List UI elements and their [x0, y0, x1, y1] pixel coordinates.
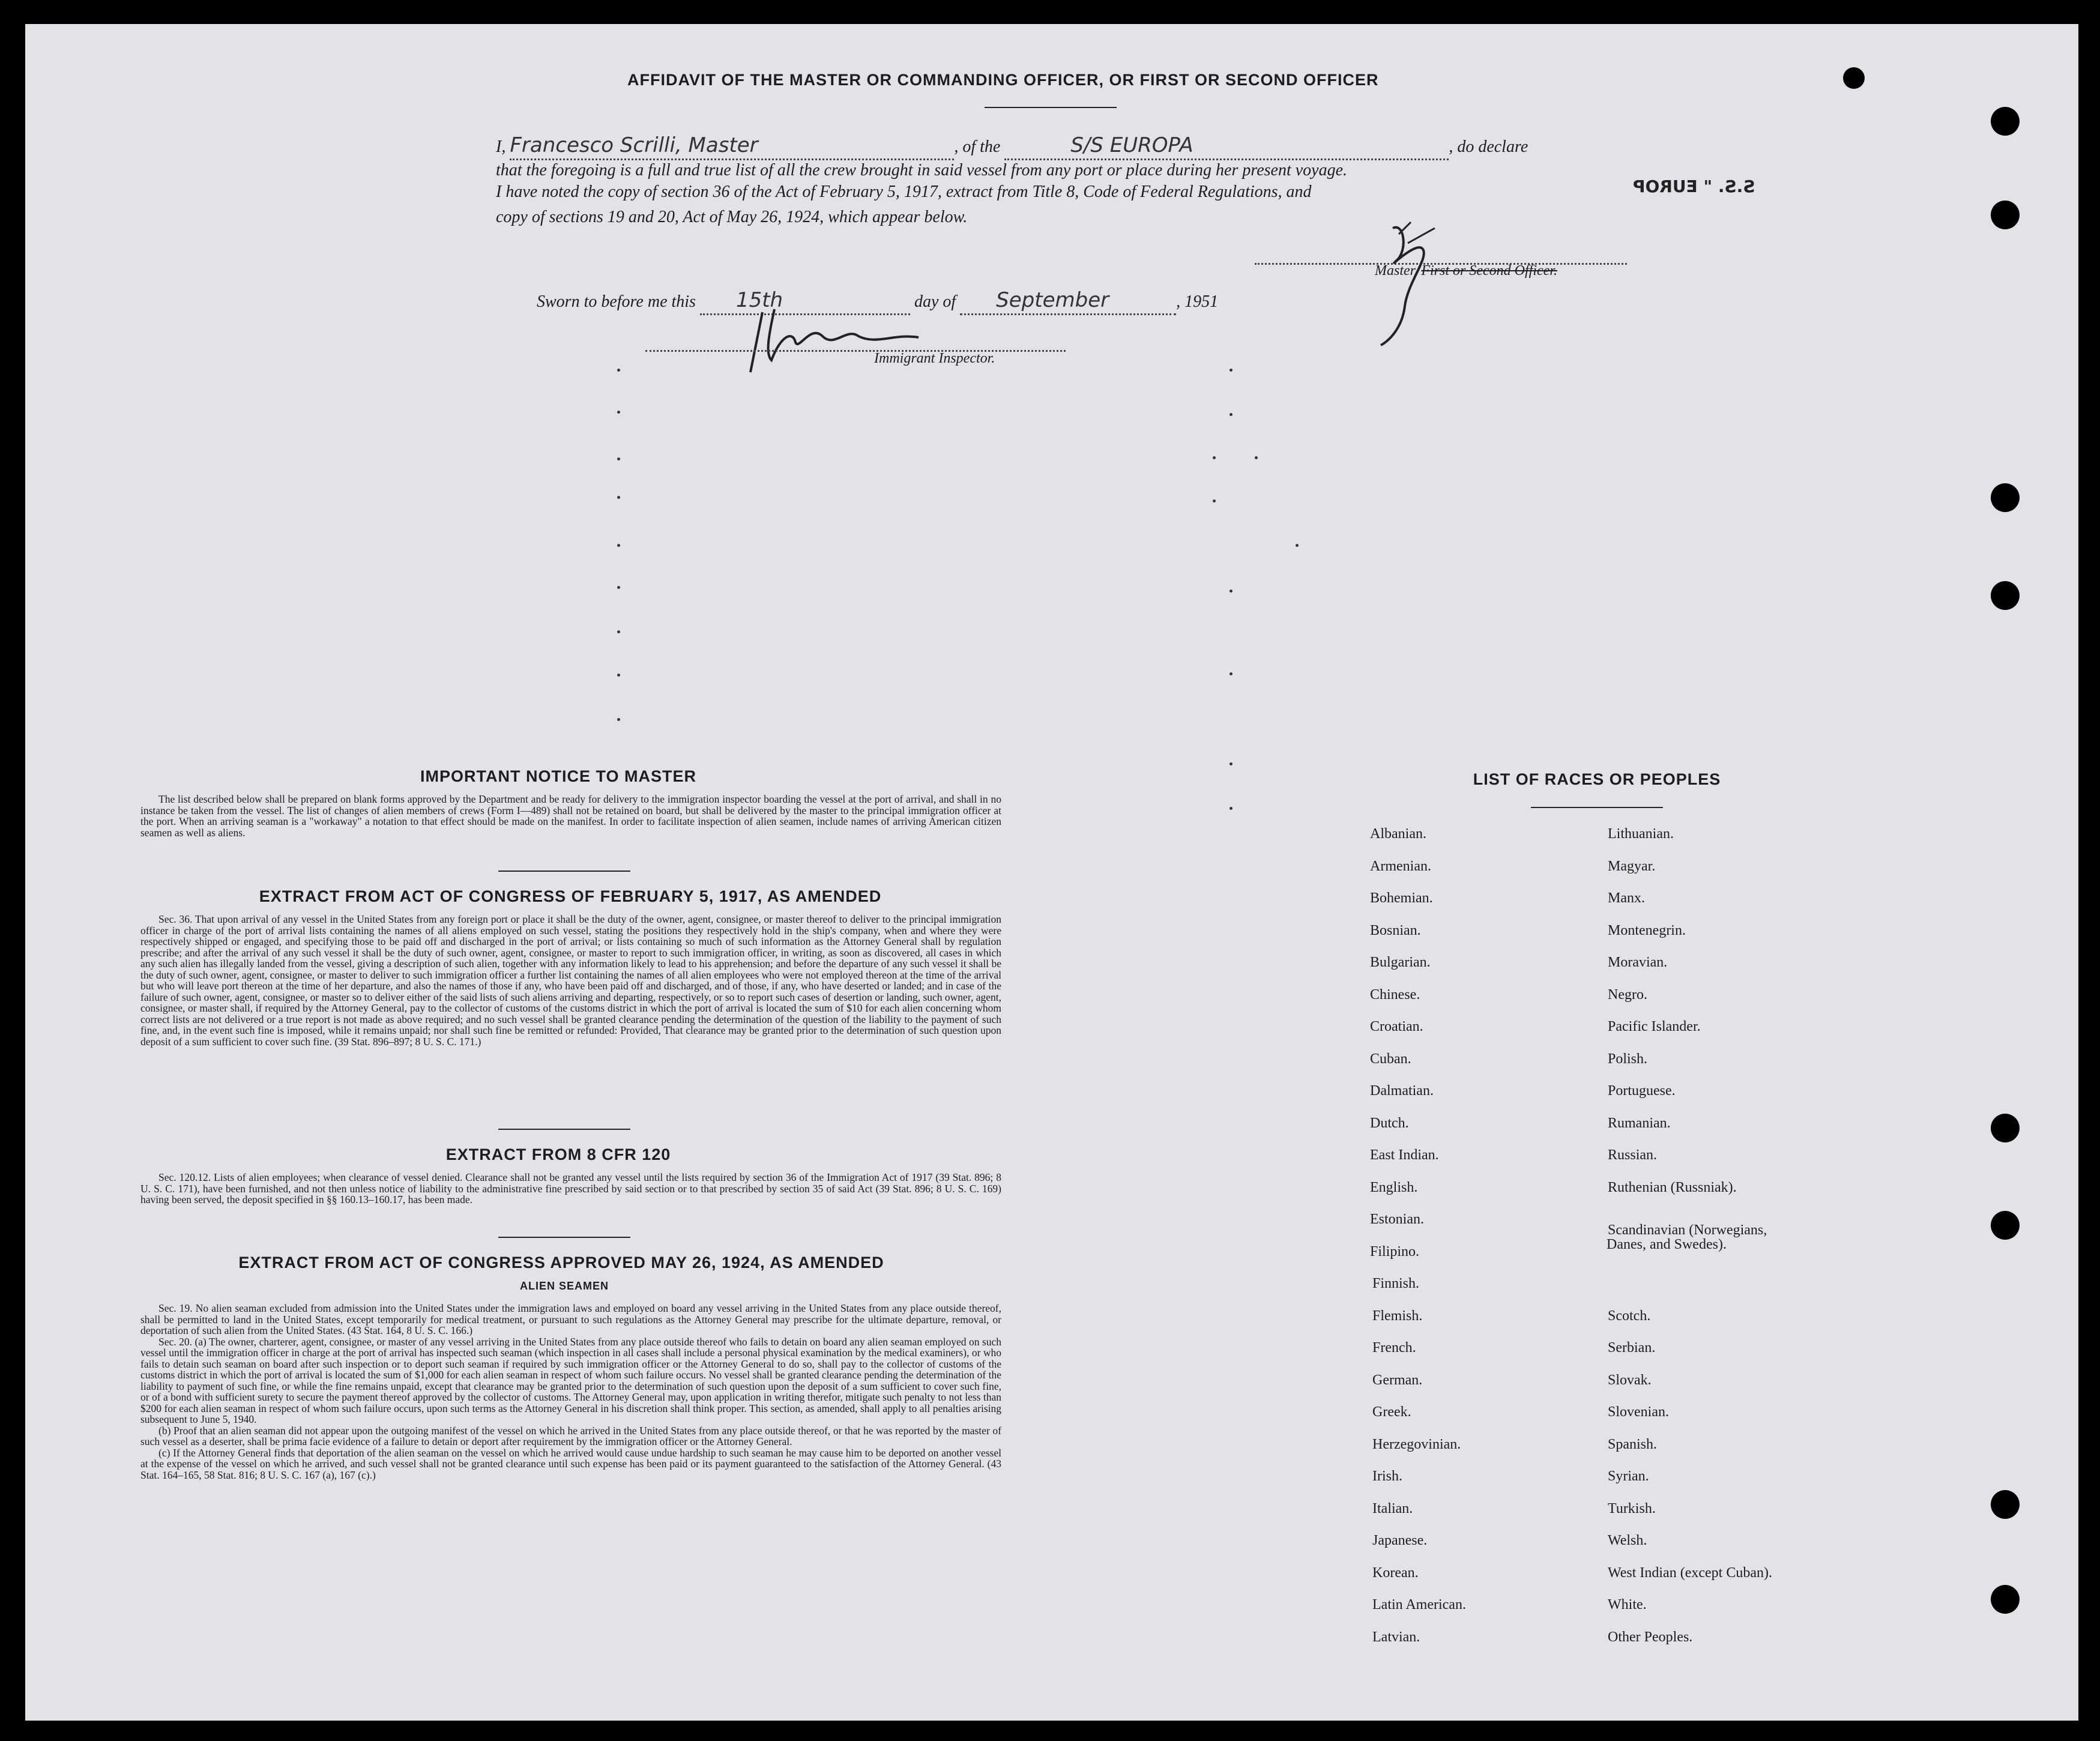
- race-item: Welsh.: [1608, 1533, 1647, 1548]
- mark-dot: [617, 496, 620, 499]
- mark-dot: [617, 411, 620, 414]
- declaration-line-4: copy of sections 19 and 20, Act of May 26, 1924, which appear below.: [496, 208, 968, 226]
- binder-hole-1: [1991, 107, 2020, 136]
- race-item: Russian.: [1608, 1147, 1658, 1163]
- race-item: Flemish.: [1372, 1308, 1423, 1324]
- extract-1924-heading: EXTRACT FROM ACT OF CONGRESS APPROVED MAY 26, 1924, AS AMENDED: [238, 1254, 884, 1272]
- declaration-line-2: that the foregoing is a full and true list of all the crew brought in said vessel from any port or place during her present voyage.: [496, 161, 1348, 180]
- sec-19-paragraph: Sec. 19. No alien seaman excluded from admission into the United States under the immigration laws and employed on board any vessel arriving in the United States from any place outside thereof, shall be permitted to land in the United States, except temporarily for medical treatment, or pursuant to such regulations as the Attorney General may prescribe for the ultimate departure, removal, or deportation of such alien from the United States. (43 Stat. 164, 8 U. S. C. 166.): [140, 1302, 1001, 1336]
- mark-dot: [617, 369, 620, 372]
- race-item: White.: [1608, 1597, 1647, 1613]
- race-item: Polish.: [1608, 1051, 1648, 1067]
- race-item: Bosnian.: [1370, 922, 1421, 938]
- notice-heading: IMPORTANT NOTICE TO MASTER: [420, 767, 696, 785]
- race-item: Irish.: [1372, 1468, 1402, 1484]
- sec-20b-paragraph: (b) Proof that an alien seaman did not appear upon the outgoing manifest of the vessel on which he arrived in the United States from any place outside thereof, or that he was reported by the master of such vessel as a deserter, shall be prima facie evidence of a failure to detain or deport after requirement by the immigration officer or the Attorney General.: [140, 1424, 1001, 1447]
- race-item: East Indian.: [1370, 1147, 1439, 1163]
- of-the-label: , of the: [954, 137, 1001, 156]
- declaration-line-1: [496, 132, 1528, 160]
- race-item: Scandinavian (Norwegians,: [1608, 1222, 1767, 1238]
- inspector-caption: Immigrant Inspector.: [874, 351, 995, 366]
- race-item: Herzegovinian.: [1372, 1436, 1461, 1452]
- binder-hole-8: [1991, 1585, 2020, 1614]
- officer-caption-struck: First or Second Officer.: [1421, 263, 1557, 279]
- race-item: Dutch.: [1370, 1115, 1409, 1131]
- race-item: Rumanian.: [1608, 1115, 1671, 1131]
- race-item: Montenegrin.: [1608, 922, 1686, 938]
- race-item: Slovak.: [1608, 1372, 1652, 1388]
- year-label: , 1951: [1176, 292, 1219, 311]
- mark-dot: [617, 718, 620, 721]
- race-item: Greek.: [1372, 1404, 1411, 1420]
- race-item: Danes, and Swedes).: [1607, 1237, 1727, 1252]
- sec-20a-paragraph: Sec. 20. (a) The owner, charterer, agent, consignee, or master of any vessel arriving in the United States from any place outside thereof who fails to detain on board any alien seaman employed on such vessel until the immigration officer in charge at the port of arrival has inspected such seaman (which inspection in all cases shall include a personal physical examination by the medical examiners), or who fails to detain such seaman on board after such inspection or to deport such seaman if required by such immigration officer or the Attorney General to do so, shall pay to the collector of customs of the customs district in which the port of arrival is located the sum of $1,000 for each alien seaman in respect of whom such failure occurs. No vessel shall be granted clearance pending the determination of the liability to payment of such fine, or while the fine remains unpaid, except that clearance may be granted prior to the determination of such question upon the deposit of a sum sufficient to cover such fine, or of a bond with sufficient surety to secure the payment thereof approved by the collector of customs. The Attorney General may, upon application in writing therefor, mitigate such penalty to not less than $200 for each alien seaman in respect of whom such failure occurs, upon such terms as the Attorney General in his discretion shall think proper. This section, as amended, shall apply to all penalties arising subsequent to June 5, 1940.: [140, 1335, 1001, 1425]
- race-item: Ruthenian (Russniak).: [1608, 1179, 1737, 1195]
- race-item: Dalmatian.: [1370, 1083, 1434, 1099]
- declaration-line-3: I have noted the copy of section 36 of the Act of February 5, 1917, extract from Title 8, Code of Federal Regulations, and: [496, 183, 1312, 201]
- race-item: Korean.: [1372, 1564, 1419, 1581]
- do-declare-label: , do declare: [1449, 137, 1528, 156]
- races-title-rule: [1531, 807, 1663, 808]
- sec-120-12-paragraph: Sec. 120.12. Lists of alien employees; when clearance of vessel denied. Clearance shall not be granted any vessel until the lists required by section 36 of the Immigration Act of 1917 (39 Stat. 896; 8 U. S. C. 171), have been furnished, and not then unless notice of liability to the administrative fine prescribed by said section or to that prescribed by section 35 of said Act (39 Stat. 896; 8 U. S. C. 169) having been served, the deposit specified in §§ 160.13–160.17, has been made.: [140, 1171, 1001, 1205]
- binder-hole-5: [1991, 1114, 2020, 1142]
- officer-caption: [1375, 262, 1557, 280]
- race-item: Syrian.: [1608, 1468, 1649, 1484]
- sec-36-paragraph: Sec. 36. That upon arrival of any vessel in the United States from any foreign port or place it shall be the duty of the owner, agent, consignee, or master thereof to deliver to the principal immigration officer in charge of the port of arrival lists containing the names of all aliens employed on such vessel, stating the positions they respectively hold in the ship's company, when and where they were respectively shipped or engaged, and specifying those to be paid off and discharged in the port of arrival; or lists containing so much of such information as the Attorney General shall by regulation prescribe; and after the arrival of any such vessel it shall be the duty of such owner, agent, consignee, or master to report to such immigration officer, in writing, as soon as discovered, all cases in which any such alien has illegally landed from the vessel, giving a description of such alien, together with any information likely to lead to his apprehension; and before the departure of any such vessel it shall be the duty of such owner, agent, consignee, or master to deliver to such immigration officer a further list containing the names of all alien employees who were not employed thereon at the time of the arrival but who will leave port thereon at the time of her departure, and also the names of those if any, who have been paid off and discharged, and of those, if any, who have deserted or landed; and in case of the failure of such owner, agent, consignee, or master so to deliver either of the said lists of such aliens arriving and departing, respectively, or so to report such cases of desertion or landing, such owner, agent, consignee, or master shall, if required by the Attorney General, pay to the collector of customs of the customs district in which the port of arrival is located the sum of $10 for each alien concerning whom correct lists are not delivered or a true report is not made as above required; and no such vessel shall be granted clearance pending the determination of the question of the liability to the payment of such fine, and, in the event such fine is imposed, while it remains unpaid; nor shall such fine be remitted or refunded: Provided, That clearance may be granted prior to the determination of such question upon deposit of a sum sufficient to cover such fine. (39 Stat. 896–897; 8 U. S. C. 171.): [140, 913, 1001, 1048]
- race-item: Other Peoples.: [1608, 1629, 1693, 1645]
- extract-1924-body: [140, 1303, 1001, 1480]
- extract-1917-body: [140, 914, 1001, 1047]
- corner-mark: [1843, 67, 1865, 89]
- race-item: West Indian (except Cuban).: [1608, 1564, 1772, 1581]
- race-item: Pacific Islander.: [1608, 1019, 1701, 1034]
- race-item: Estonian.: [1370, 1211, 1424, 1227]
- race-item: Bohemian.: [1370, 890, 1433, 906]
- mark-dot: [617, 544, 620, 547]
- divider-2: [498, 1129, 630, 1130]
- mark-dot: [617, 674, 620, 677]
- i-label: I,: [496, 137, 506, 156]
- sworn-label: Sworn to before me this: [537, 292, 696, 311]
- race-item: Manx.: [1608, 890, 1645, 906]
- affidavit-title: AFFIDAVIT OF THE MASTER OR COMMANDING OFFICER, OR FIRST OR SECOND OFFICER: [627, 71, 1379, 89]
- race-item: Scotch.: [1608, 1308, 1651, 1324]
- race-item: Italian.: [1372, 1500, 1413, 1516]
- race-item: English.: [1370, 1179, 1418, 1195]
- race-item: Chinese.: [1370, 986, 1420, 1003]
- race-item: Lithuanian.: [1608, 826, 1674, 842]
- mark-dot: [1230, 590, 1233, 593]
- binder-hole-6: [1991, 1211, 2020, 1240]
- race-item: Bulgarian.: [1370, 955, 1431, 970]
- race-item: Croatian.: [1370, 1019, 1423, 1034]
- race-item: Cuban.: [1370, 1051, 1411, 1067]
- officer-caption-master: Master,: [1375, 263, 1418, 279]
- mirrored-stamp: S.S. " EUROP: [1633, 177, 1755, 196]
- binder-hole-3: [1991, 483, 2020, 512]
- race-item: Finnish.: [1372, 1276, 1420, 1291]
- race-item: Negro.: [1608, 986, 1647, 1003]
- mark-dot: [1213, 456, 1216, 459]
- notice-paragraph: The list described below shall be prepared on blank forms approved by the Department and be ready for delivery to the immigration inspector boarding the vessel at the port of arrival, and shall in no instance be taken from the vessel. The list of changes of alien members of crews (Form I—489) shall not be retained on board, but shall be delivered by the master to the principal immigration officer at the port. When an arriving seaman is a "workaway" a notation to that effect should be made on the manifest. In order to facilitate inspection of alien seamen, include names of arriving American citizen seamen as well as aliens.: [140, 793, 1001, 839]
- race-item: Moravian.: [1608, 955, 1668, 970]
- race-item: Japanese.: [1372, 1533, 1428, 1548]
- race-item: Portuguese.: [1608, 1083, 1676, 1099]
- divider-3: [498, 1237, 630, 1238]
- divider-1: [498, 870, 630, 872]
- mark-dot: [1296, 544, 1299, 547]
- binder-hole-7: [1991, 1490, 2020, 1519]
- day-of-label: day of: [914, 292, 956, 311]
- mark-dot: [617, 586, 620, 589]
- mark-dot: [1255, 456, 1258, 459]
- alien-seamen-subheading: ALIEN SEAMEN: [519, 1280, 609, 1292]
- notice-body: [140, 794, 1001, 838]
- race-item: French.: [1372, 1340, 1416, 1356]
- race-item: Serbian.: [1608, 1340, 1656, 1356]
- inspector-signature-line: [645, 350, 1066, 352]
- binder-hole-2: [1991, 201, 2020, 229]
- races-heading: LIST OF RACES OR PEOPLES: [1473, 770, 1721, 788]
- vessel-name: S/S EUROPA: [1004, 132, 1449, 160]
- mark-dot: [1213, 499, 1216, 502]
- race-item: Magyar.: [1608, 858, 1656, 874]
- sworn-day: 15th: [700, 287, 910, 315]
- extract-cfr-heading: EXTRACT FROM 8 CFR 120: [445, 1145, 671, 1163]
- race-item: Turkish.: [1608, 1500, 1656, 1516]
- race-item: Latvian.: [1372, 1629, 1420, 1645]
- mark-dot: [1230, 762, 1233, 765]
- master-name: Francesco Scrilli, Master: [510, 132, 954, 160]
- mark-dot: [1230, 672, 1233, 675]
- race-item: Filipino.: [1370, 1243, 1420, 1260]
- race-item: Spanish.: [1608, 1436, 1658, 1452]
- sec-20c-paragraph: (c) If the Attorney General finds that deportation of the alien seaman on the vessel on which he arrived would cause undue hardship to such seaman he may cause him to be deported on another vessel at the expense of the vessel on which he arrived, and such vessel shall not be granted clearance until such expense has been paid or its payment guaranteed to the satisfaction of the Attorney General. (43 Stat. 164–165, 58 Stat. 816; 8 U. S. C. 167 (a), 167 (c).): [140, 1446, 1001, 1481]
- officer-signature: [1351, 216, 1459, 348]
- race-item: German.: [1372, 1372, 1423, 1388]
- race-item: Albanian.: [1370, 826, 1426, 842]
- race-item: Armenian.: [1370, 858, 1431, 874]
- mark-dot: [617, 630, 620, 633]
- race-item: Slovenian.: [1608, 1404, 1669, 1420]
- mark-dot: [617, 457, 620, 460]
- extract-cfr-body: [140, 1172, 1001, 1205]
- binder-hole-4: [1991, 581, 2020, 610]
- extract-1917-heading: EXTRACT FROM ACT OF CONGRESS OF FEBRUARY 5, 1917, AS AMENDED: [259, 887, 882, 905]
- race-item: Latin American.: [1372, 1597, 1466, 1613]
- title-rule: [985, 107, 1117, 108]
- mark-dot: [1230, 807, 1233, 810]
- mark-dot: [1230, 369, 1233, 372]
- sworn-month: September: [960, 287, 1176, 315]
- mark-dot: [1230, 413, 1233, 416]
